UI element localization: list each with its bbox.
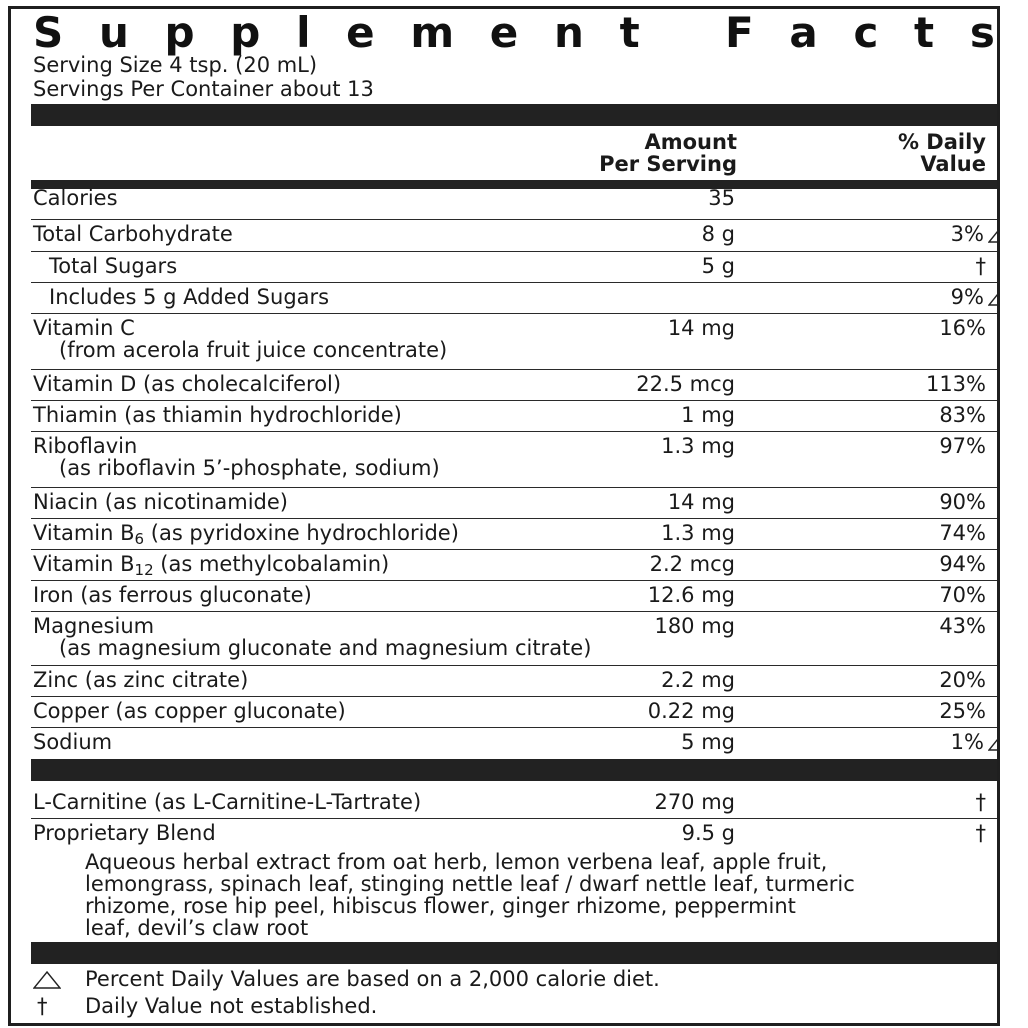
ingredient-row (31, 787, 1000, 819)
nutrient-source: (from acerola fruit juice concentrate) (59, 338, 448, 362)
nutrient-row (31, 727, 1000, 755)
nutrient-name-text: Vitamin D (as cholecalciferol) (33, 372, 342, 396)
ingredient-name: Proprietary Blend (33, 821, 216, 845)
triangle-outline-icon (988, 733, 1000, 751)
nutrient-row (31, 282, 1000, 314)
ingredient-amount: 270 mg (654, 790, 735, 814)
nutrient-daily-value (851, 286, 1000, 310)
nutrient-name (33, 404, 402, 426)
amount-header-line1: Amount (644, 130, 737, 154)
daily-value-text: 97% (939, 434, 986, 458)
nutrient-name (49, 286, 329, 308)
daily-value-text: 83% (939, 403, 986, 427)
nutrient-name-detail: (as pyridoxine hydrochloride) (144, 521, 459, 545)
title-letter: p (164, 8, 195, 57)
title-letter: e (489, 8, 519, 57)
nutrient-name-text: Calories (33, 186, 118, 210)
nutrient-daily-value (851, 615, 986, 637)
nutrient-source: (as magnesium gluconate and magnesium citrate) (59, 636, 592, 660)
nutrient-name (49, 255, 177, 277)
nutrient-name-text: Total Carbohydrate (33, 222, 233, 246)
nutrient-amount: 0.22 mg (647, 699, 735, 723)
daily-value-text: 25% (939, 699, 986, 723)
dv-header-line1: % Daily (897, 130, 986, 154)
title-letter: l (296, 8, 311, 57)
amount-header (531, 131, 737, 175)
thick-divider (31, 104, 1000, 126)
daily-value-text: 90% (939, 490, 986, 514)
nutrient-amount: 22.5 mcg (636, 372, 735, 396)
triangle-outline-icon (988, 733, 1000, 755)
nutrient-name-text: Niacin (as nicotinamide) (33, 490, 288, 514)
nutrient-name-text: Thiamin (as thiamin hydrochloride) (33, 403, 402, 427)
nutrient-name-text: Includes 5 g Added Sugars (49, 285, 330, 309)
nutrient-daily-value (851, 317, 986, 339)
nutrient-amount: 35 (708, 186, 735, 210)
nutrient-daily-value (851, 584, 986, 606)
ingredient-row (31, 818, 1000, 849)
nutrient-name (33, 584, 312, 606)
nutrient-name (33, 700, 346, 722)
nutrient-row (31, 580, 1000, 612)
footnote-text: Percent Daily Values are based on a 2,000 calorie diet. (85, 967, 660, 991)
title-letter: p (230, 8, 261, 57)
nutrient-amount: 180 mg (654, 614, 735, 638)
ingredient-amount: 9.5 g (681, 821, 735, 845)
blend-description-line: leaf, devil’s claw root (85, 916, 309, 940)
nutrient-name-text: Vitamin B (33, 521, 135, 545)
nutrient-name-text: Vitamin C (33, 316, 135, 340)
nutrient-daily-value (851, 731, 1000, 755)
supplement-facts-panel (8, 6, 1000, 1026)
title-letter: u (98, 8, 129, 57)
nutrient-name (33, 615, 591, 659)
nutrient-row (31, 183, 1000, 220)
nutrient-row (31, 219, 1000, 252)
nutrient-row (31, 665, 1000, 697)
nutrient-subscript: 12 (134, 561, 154, 579)
nutrient-row (31, 400, 1000, 432)
nutrient-daily-value (851, 255, 986, 277)
nutrient-amount: 5 mg (681, 730, 735, 754)
nutrient-row (31, 696, 1000, 728)
nutrient-name-text: Total Sugars (49, 254, 178, 278)
title-letter: m (410, 8, 455, 57)
servings-per-container: Servings Per Container about 13 (33, 77, 374, 101)
nutrient-name-text: Sodium (33, 730, 113, 754)
daily-value-text: 3% (950, 222, 984, 246)
nutrient-amount: 1.3 mg (661, 521, 735, 545)
daily-value-text: 20% (939, 668, 986, 692)
nutrient-row (31, 487, 1000, 519)
nutrient-daily-value (851, 553, 986, 575)
footnote-line (31, 994, 991, 1018)
nutrient-row (31, 369, 1000, 401)
nutrient-name-text: Zinc (as zinc citrate) (33, 668, 249, 692)
nutrient-row (31, 611, 1000, 666)
dv-header-line2: Value (920, 152, 986, 176)
nutrient-row (31, 549, 1000, 581)
title-letter: s (969, 8, 995, 57)
daily-value-text: 70% (939, 583, 986, 607)
dagger-symbol: † (37, 994, 48, 1018)
nutrient-amount: 14 mg (667, 316, 735, 340)
title-letter: a (789, 8, 818, 57)
nutrient-daily-value (851, 223, 1000, 247)
dv-header (851, 131, 986, 175)
nutrient-row (31, 251, 1000, 283)
triangle-outline-icon (33, 970, 67, 994)
nutrient-amount: 1.3 mg (661, 434, 735, 458)
title-letter: t (914, 8, 935, 57)
daily-value-text: 9% (950, 285, 984, 309)
nutrient-amount: 14 mg (667, 490, 735, 514)
nutrient-row (31, 313, 1000, 370)
panel-title (33, 9, 995, 59)
nutrient-name (33, 522, 459, 546)
nutrient-row (31, 518, 1000, 550)
title-letter: t (619, 8, 640, 57)
nutrient-name (33, 669, 248, 691)
nutrient-amount: 5 g (701, 254, 735, 278)
nutrient-name (33, 435, 440, 479)
nutrient-amount: 12.6 mg (647, 583, 735, 607)
daily-value-text: 74% (939, 521, 986, 545)
ingredient-daily-value: † (975, 821, 986, 845)
nutrient-name (33, 373, 341, 395)
daily-value-text: 43% (939, 614, 986, 638)
nutrient-name (33, 187, 118, 209)
title-letter: c (853, 8, 879, 57)
nutrient-source: (as riboflavin 5’-phosphate, sodium) (59, 456, 440, 480)
nutrient-name (33, 317, 447, 361)
daily-value-text: 113% (925, 372, 986, 396)
nutrient-daily-value (851, 522, 986, 544)
triangle-outline-icon (988, 225, 1000, 243)
nutrient-daily-value (851, 491, 986, 513)
blend-description-line: Aqueous herbal extract from oat herb, lemon verbena leaf, apple fruit, (85, 850, 828, 874)
title-letter: e (346, 8, 375, 57)
footnote-text: Daily Value not established. (85, 994, 378, 1018)
triangle-outline-icon (988, 225, 1000, 247)
nutrient-amount: 1 mg (681, 403, 735, 427)
nutrient-name-text: Vitamin B (33, 552, 135, 576)
nutrient-daily-value (851, 404, 986, 426)
serving-size: Serving Size 4 tsp. (20 mL) (33, 53, 318, 77)
daily-value-text: 94% (939, 552, 986, 576)
nutrient-row (31, 431, 1000, 488)
nutrient-name-text: Magnesium (33, 614, 155, 638)
thick-divider (31, 942, 1000, 964)
footnote-line (31, 967, 991, 991)
daily-value-text: 1% (950, 730, 984, 754)
nutrient-name-detail: (as methylcobalamin) (153, 552, 390, 576)
ingredient-daily-value: † (975, 790, 986, 814)
triangle-outline-icon (988, 288, 1000, 306)
nutrient-name (33, 553, 389, 577)
nutrient-amount: 2.2 mg (661, 668, 735, 692)
nutrient-name-text: Riboflavin (33, 434, 138, 458)
nutrient-amount: 8 g (701, 222, 735, 246)
thick-divider (31, 759, 1000, 781)
nutrient-name (33, 223, 233, 245)
triangle-outline-icon (988, 288, 1000, 310)
blend-description-line: lemongrass, spinach leaf, stinging nettle leaf / dwarf nettle leaf, turmeric (85, 872, 855, 896)
title-letter: n (553, 8, 584, 57)
nutrient-daily-value (851, 669, 986, 691)
amount-header-line2: Per Serving (599, 152, 737, 176)
daily-value-text: † (975, 254, 986, 278)
title-letter (675, 9, 689, 59)
nutrient-name (33, 731, 112, 753)
ingredient-name: L-Carnitine (as L-Carnitine-L-Tartrate) (33, 790, 422, 814)
nutrient-name-text: Iron (as ferrous gluconate) (33, 583, 312, 607)
nutrient-subscript: 6 (134, 530, 145, 548)
nutrient-daily-value (851, 700, 986, 722)
title-letter: S (33, 8, 64, 57)
daily-value-text: 16% (939, 316, 986, 340)
nutrient-daily-value (851, 435, 986, 457)
nutrient-daily-value (851, 373, 986, 395)
nutrient-amount: 2.2 mcg (649, 552, 735, 576)
nutrient-name-text: Copper (as copper gluconate) (33, 699, 346, 723)
triangle-outline-icon (33, 971, 61, 989)
title-letter: F (725, 8, 754, 57)
blend-description-line: rhizome, rose hip peel, hibiscus flower, ginger rhizome, peppermint (85, 894, 796, 918)
nutrient-name (33, 491, 288, 513)
